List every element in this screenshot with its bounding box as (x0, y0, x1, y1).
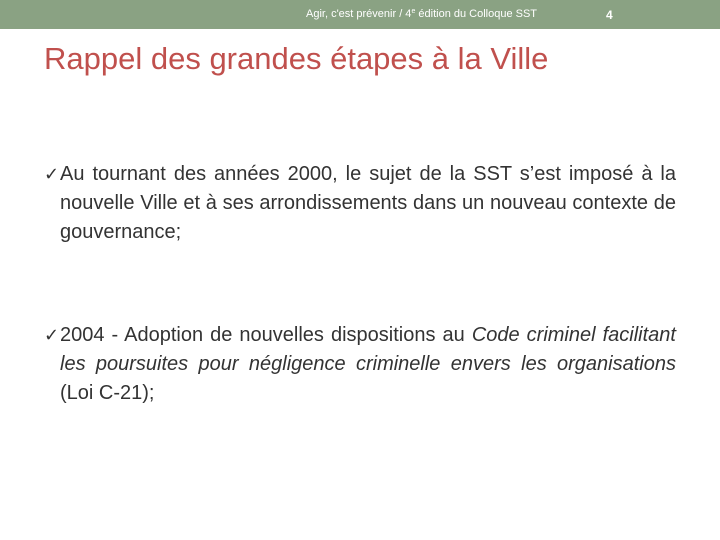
bullet-text-italic: Code criminel facilitant les poursuites pour négligence criminelle envers les organisations (60, 324, 676, 375)
checkmark-icon: ✓ (44, 164, 60, 184)
checkmark-icon: ✓ (44, 325, 60, 345)
bullet-item (44, 160, 676, 247)
ordinal-superscript: e (411, 8, 416, 15)
header-text: Agir, c'est prévenir / 4e édition du Colloque SST (306, 8, 538, 20)
bullet-text-part1: 2004 - Adoption de nouvelles dispositions au (60, 324, 472, 346)
bullet-item (44, 321, 676, 408)
slide-title: Rappel des grandes étapes à la Ville (44, 41, 549, 76)
page-number: 4 (606, 8, 613, 22)
bullet-text: Au tournant des années 2000, le sujet de la SST s’est imposé à la nouvelle Ville et à ses arrondissements dans un nouveau contexte de gouvernance; (60, 163, 676, 243)
bullet-text-part2: (Loi C-21); (60, 382, 155, 404)
